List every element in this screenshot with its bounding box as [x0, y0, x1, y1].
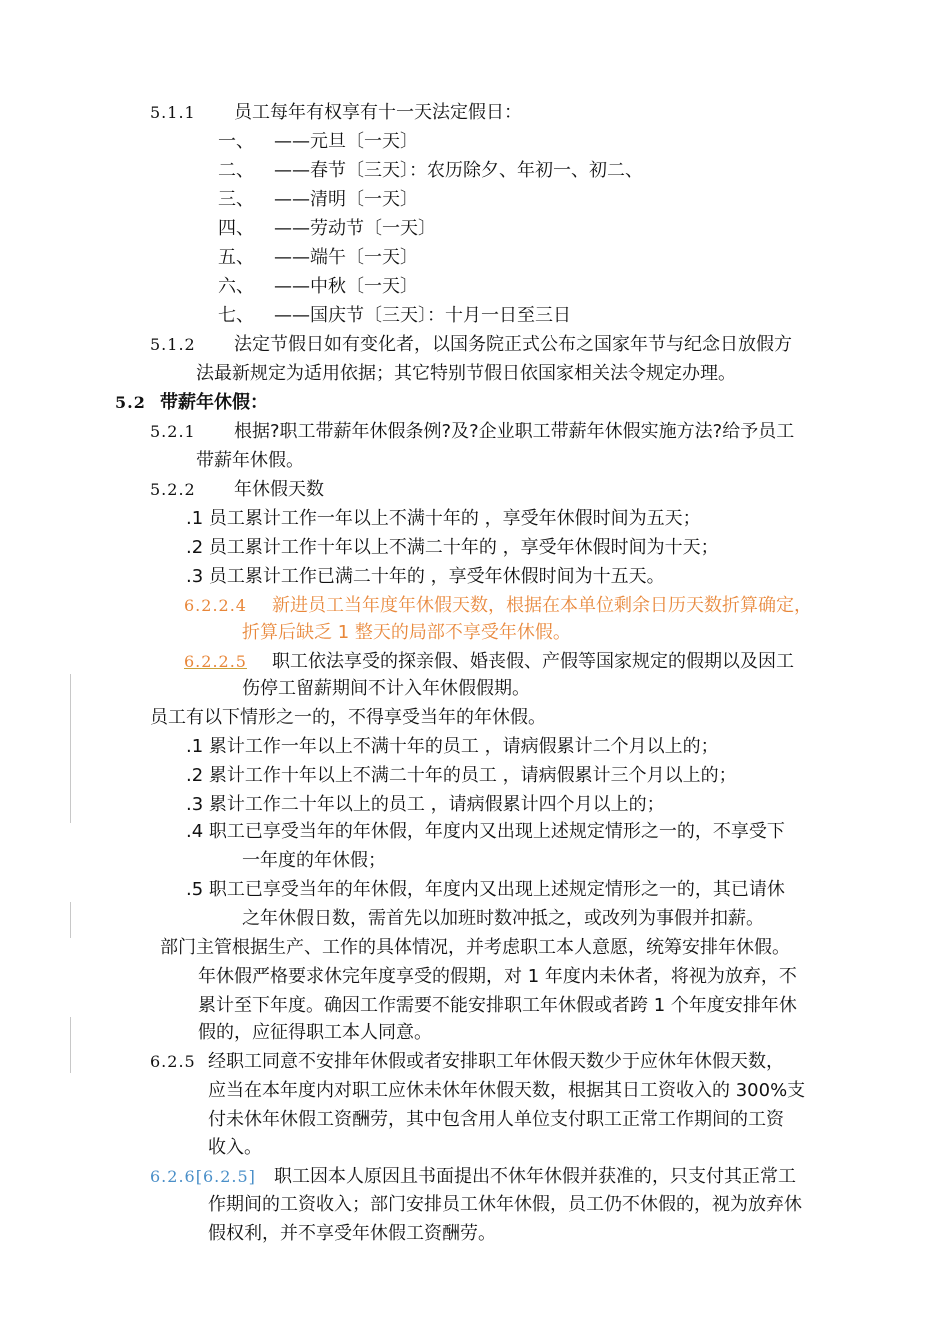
paragraph-line: 经职工同意不安排年休假或者安排职工年休假天数少于应休年休假天数， — [208, 1051, 784, 1072]
paragraph-line: 职工依法享受的探亲假、婚丧假、产假等国家规定的假期以及因工 — [272, 651, 794, 672]
list-item: .2 员工累计工作十年以上不满二十年的 ，享受年休假时间为十天； — [186, 537, 719, 558]
paragraph-line: 作期间的工资收入；部门安排员工休年休假，员工仍不休假的，视为放弃休 — [208, 1194, 802, 1215]
section-number: 5.1.2 — [150, 335, 196, 354]
holiday-index: 六、 — [218, 276, 254, 297]
list-item: .5 职工已享受当年的年休假，年度内又出现上述规定情形之一的，其已请休 — [186, 879, 785, 900]
paragraph-line: 伤停工留薪期间不计入年休假假期。 — [242, 678, 530, 699]
list-item-continuation: 一年度的年休假； — [242, 850, 386, 871]
section-text: 员工每年有权享有十一天法定假日： — [234, 102, 522, 123]
paragraph-line: 法定节假日如有变化者，以国务院正式公布之国家年节与纪念日放假方 — [234, 334, 792, 355]
list-item: .4 职工已享受当年的年休假，年度内又出现上述规定情形之一的，不享受下 — [186, 821, 785, 842]
inserted-text-line: 折算后缺乏 1 整天的局部不享受年休假。 — [242, 622, 571, 643]
section-number: 6.2.2.4 — [184, 596, 247, 615]
section-5-1-1 — [150, 101, 196, 125]
holiday-index: 五、 — [218, 247, 254, 268]
holiday-item: ——清明〔一天〕 — [274, 189, 418, 210]
paragraph-line: 年休假严格要求休完年度享受的假期，对 1 年度内未休者，将视为放弃，不 — [198, 966, 797, 987]
holiday-index: 四、 — [218, 218, 254, 239]
holiday-item: ——元旦〔一天〕 — [274, 131, 418, 152]
paragraph-line: 员工有以下情形之一的，不得享受当年的年休假。 — [150, 707, 546, 728]
holiday-item: ——春节〔三天〕：农历除夕、年初一、初二、 — [274, 160, 643, 181]
paragraph-line: 收入。 — [208, 1137, 262, 1158]
holiday-item: ——端午〔一天〕 — [274, 247, 418, 268]
list-item: .2 累计工作十年以上不满二十年的员工 ，请病假累计三个月以上的； — [186, 765, 737, 786]
section-number: 5.2 — [115, 393, 146, 412]
paragraph-line: 职工因本人原因且书面提出不休年休假并获准的，只支付其正常工 — [274, 1166, 796, 1187]
change-bar — [70, 705, 71, 823]
list-item: .3 累计工作二十年以上的员工 ，请病假累计四个月以上的； — [186, 794, 665, 815]
list-item: .1 累计工作一年以上不满十年的员工 ，请病假累计二个月以上的； — [186, 736, 719, 757]
holiday-item: ——劳动节〔一天〕 — [274, 218, 436, 239]
inserted-text-line: 新进员工当年度年休假天数，根据在本单位剩余日历天数折算确定， — [272, 595, 812, 616]
section-number: 6.2.5 — [150, 1052, 196, 1071]
paragraph-line: 假权利，并不享受年休假工资酬劳。 — [208, 1223, 496, 1244]
paragraph-line: 累计至下年度。确因工作需要不能安排职工年休假或者跨 1 个年度安排年休 — [198, 995, 797, 1016]
change-bar — [70, 1017, 71, 1073]
list-item: .1 员工累计工作一年以上不满十年的 ，享受年休假时间为五天； — [186, 508, 701, 529]
holiday-item: ——国庆节〔三天〕：十月一日至三日 — [274, 305, 571, 326]
section-number: 5.2.2 — [150, 480, 196, 499]
paragraph-line: 付未休年休假工资酬劳，其中包含用人单位支付职工正常工作期间的工资 — [208, 1109, 784, 1130]
section-number: 5.2.1 — [150, 422, 196, 441]
change-bar — [70, 902, 71, 938]
holiday-item: ——中秋〔一天〕 — [274, 276, 418, 297]
paragraph-line: 带薪年休假。 — [196, 450, 304, 471]
holiday-index: 一、 — [218, 131, 254, 152]
holiday-index: 七、 — [218, 305, 254, 326]
section-number: 6.2.2.5 — [184, 652, 247, 671]
paragraph-line: 根据?职工带薪年休假条例?及?企业职工带薪年休假实施方法?给予员工 — [234, 421, 795, 442]
holiday-index: 二、 — [218, 160, 254, 181]
section-number: 6.2.6[6.2.5] — [150, 1167, 256, 1186]
list-item-continuation: 之年休假日数，需首先以加班时数冲抵之，或改列为事假并扣薪。 — [242, 908, 764, 929]
section-number: 5.1.1 — [150, 103, 196, 122]
section-text: 年休假天数 — [234, 479, 324, 500]
paragraph-line: 法最新规定为适用依据；其它特别节假日依国家相关法令规定办理。 — [196, 363, 736, 384]
paragraph-line: 部门主管根据生产、工作的具体情况，并考虑职工本人意愿，统筹安排年休假。 — [160, 937, 790, 958]
section-heading: 带薪年休假： — [160, 392, 268, 413]
paragraph-line: 应当在本年度内对职工应休未休年休假天数，根据其日工资收入的 300%支 — [208, 1080, 806, 1101]
holiday-index: 三、 — [218, 189, 254, 210]
list-item: .3 员工累计工作已满二十年的 ，享受年休假时间为十五天。 — [186, 566, 665, 587]
paragraph-line: 假的，应征得职工本人同意。 — [198, 1022, 432, 1043]
